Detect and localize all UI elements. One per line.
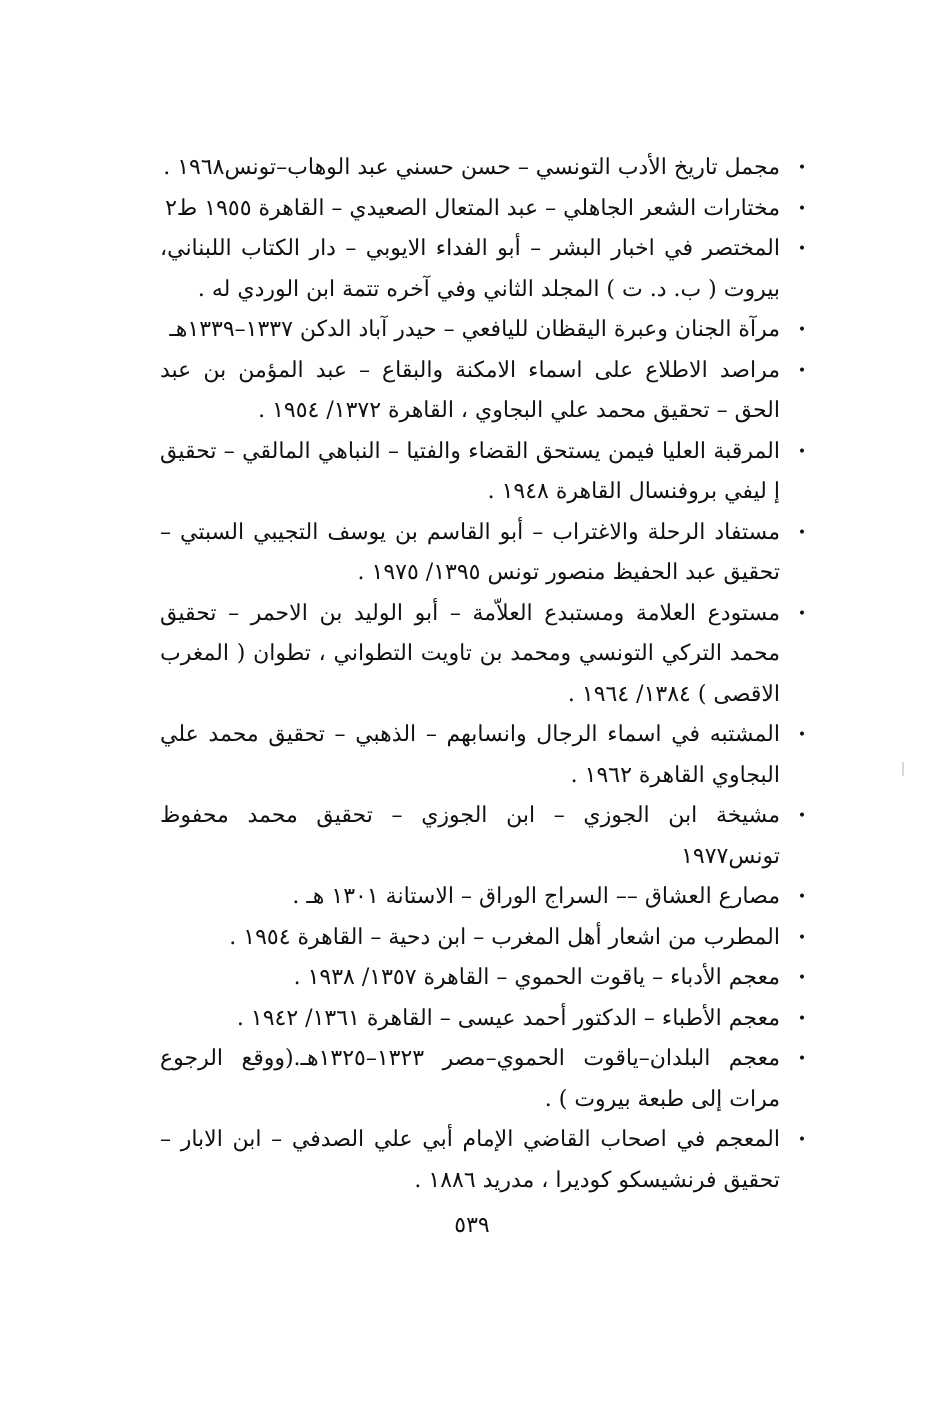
entry-text: مستودع العلامة ومستبدع العلاّمة – أبو الوليد بن الاحمر – تحقيق محمد التركي التونسي ومحمد بن تاويت التطواني ، تطوان ( المغرب الاقصى ) ١٣٨٤/ ١٩٦٤ .	[160, 600, 780, 707]
entry-text: مختارات الشعر الجاهلي – عبد المتعال الصعيدي – القاهرة ١٩٥٥ ط٢	[165, 195, 780, 221]
bullet-mark: •	[797, 970, 807, 986]
bibliography-entry	[160, 1120, 810, 1201]
bullet-mark: •	[797, 727, 807, 743]
entry-text: المشتبه في اسماء الرجال وانسابهم – الذهبي – تحقيق محمد علي البجاوي القاهرة ١٩٦٢ .	[160, 722, 780, 788]
bibliography-entry	[160, 229, 810, 310]
entry-text: مصارع العشاق –– السراج الوراق – الاستانة ١٣٠١ هـ .	[292, 884, 780, 909]
bibliography-entry	[160, 715, 810, 796]
bibliography-entry	[160, 432, 810, 513]
entry-text: معجم البلدان–ياقوت الحموي–مصر ١٣٢٣–١٣٢٥هـ.(ووقع الرجوع مرات إلى طبعة بيروت ) .	[160, 1046, 780, 1112]
bullet-mark: •	[797, 929, 807, 946]
entry-text: المطرب من اشعار أهل المغرب – ابن دحية – القاهرة ١٩٥٤ .	[229, 924, 780, 950]
entry-text: مستفاد الرحلة والاغتراب – أبو القاسم بن يوسف التجيبي السبتي – تحقيق عبد الحفيظ منصور تونس ١٣٩٥/ ١٩٧٥ .	[160, 519, 780, 585]
page-number: ٥٣٩	[454, 1213, 490, 1238]
entry-text: معجم الأدباء – ياقوت الحموي – القاهرة ١٣٥٧/ ١٩٣٨ .	[293, 965, 780, 990]
bullet-mark: •	[797, 443, 807, 460]
bibliography-entry	[160, 310, 810, 351]
entry-text: المختصر في اخبار البشر – أبو الفداء الايوبي – دار الكتاب اللبناني، بيروت ( ب. د. ت ) المجلد الثاني وفي آخره تتمة ابن الوردي له .	[160, 236, 780, 302]
entry-text: مجمل تاريخ الأدب التونسي – حسن حسني عبد الوهاب–تونس١٩٦٨ .	[163, 155, 780, 180]
bibliography-entry	[160, 1039, 810, 1120]
bibliography-entry	[160, 918, 810, 959]
bibliography-entry	[160, 877, 810, 918]
bibliography-entry	[160, 513, 810, 594]
bullet-mark: •	[797, 200, 807, 217]
entry-text: معجم الأطباء – الدكتور أحمد عيسى – القاهرة ١٣٦١/ ١٩٤٢ .	[236, 1005, 780, 1031]
entry-text: المرقبة العليا فيمن يستحق القضاء والفتيا – النباهي المالقي – تحقيق إ ليفي بروفنسال القاهرة ١٩٤٨ .	[160, 438, 780, 504]
bullet-mark: •	[797, 1010, 807, 1027]
bullet-mark: •	[797, 605, 807, 622]
bibliography-entry	[160, 999, 810, 1040]
entry-text: مشيخة ابن الجوزي – ابن الجوزي – تحقيق محمد محفوظ تونس١٩٧٧	[160, 803, 780, 869]
bullet-mark: •	[797, 241, 807, 257]
bibliography-entry	[160, 351, 810, 432]
bibliography-entry	[160, 594, 810, 716]
bullet-mark: •	[797, 322, 807, 338]
bibliography-list	[160, 148, 810, 1201]
bullet-mark: •	[797, 1051, 807, 1067]
bullet-mark: •	[797, 889, 807, 905]
bibliography-entry	[160, 189, 810, 230]
bibliography-entry	[160, 958, 810, 999]
entry-text: المعجم في اصحاب القاضي الإمام أبي علي الصدفي – ابن الابار – تحقيق فرنشيسكو كوديرا ، مدريد ١٨٨٦ .	[160, 1127, 780, 1193]
bibliography-entry	[160, 796, 810, 877]
entry-text: مراصد الاطلاع على اسماء الامكنة والبقاع – عبد المؤمن بن عبد الحق – تحقيق محمد علي البجاوي ، القاهرة ١٣٧٢/ ١٩٥٤ .	[160, 357, 780, 423]
scan-edge-mark	[902, 762, 904, 776]
bullet-mark: •	[797, 362, 807, 379]
bullet-mark: •	[797, 160, 807, 176]
bullet-mark: •	[797, 808, 807, 824]
bibliography-entry	[160, 148, 810, 189]
bullet-mark: •	[797, 1132, 807, 1148]
entry-text: مرآة الجنان وعبرة اليقظان لليافعي – حيدر آباد الدكن ١٣٣٧–١٣٣٩هـ	[169, 317, 780, 342]
bullet-mark: •	[797, 524, 807, 541]
